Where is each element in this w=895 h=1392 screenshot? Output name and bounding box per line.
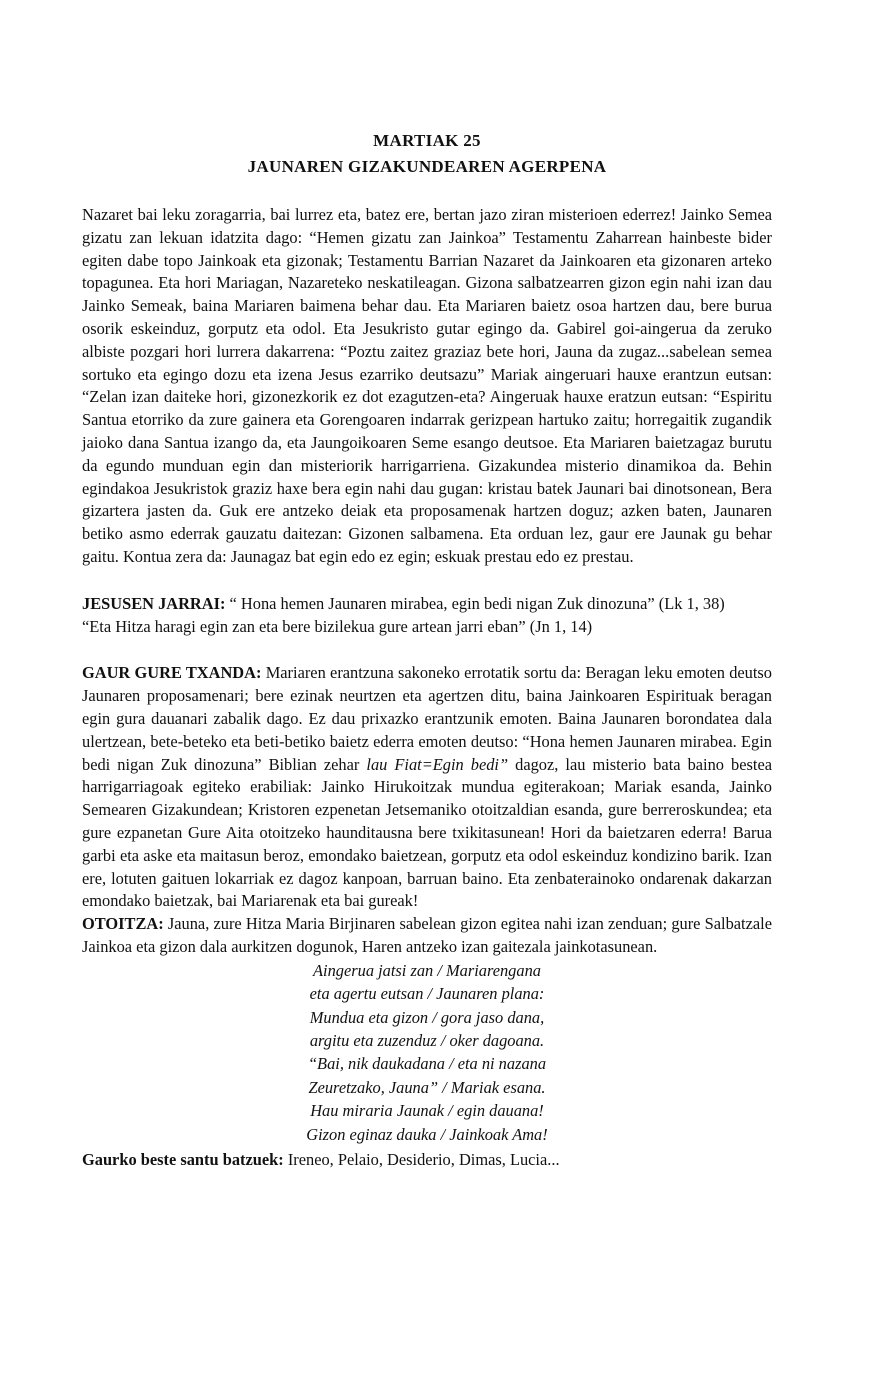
poem-line: argitu eta zuzenduz / oker dagoana. [309, 1030, 545, 1050]
otoitza-section [82, 913, 772, 959]
poem-line: “Bai, nik daukadana / eta ni nazana [307, 1054, 547, 1074]
poem-line: Mundua eta gizon / gora jaso dana, [309, 1007, 545, 1027]
document-page [82, 128, 772, 1187]
poem [287, 959, 567, 1146]
jesusen-label: JESUSEN JARRAI: [82, 593, 226, 613]
date-heading: MARTIAK 25 [373, 131, 481, 150]
gaur-italic-phrase: lau Fiat=Egin bedi” [366, 754, 509, 774]
saints-names: Ireneo, Pelaio, Desiderio, Dimas, Lucia... [283, 1149, 560, 1169]
saints-line [82, 1148, 772, 1171]
otoitza-label: OTOITZA: [82, 914, 164, 934]
poem-line: Hau miraria Jaunak / egin dauana! [310, 1101, 544, 1121]
poem-line: eta agertu eutsan / Jaunaren plana: [309, 984, 545, 1004]
jesusen-quote-1: “ Hona hemen Jaunaren mirabea, egin bedi nigan Zuk dinozuna” (Lk 1, 38) [225, 593, 725, 613]
poem-line: Zeuretzako, Jauna” / Mariak esana. [308, 1077, 546, 1097]
jesusen-jarrai-section [82, 593, 772, 639]
page-title: JAUNAREN GIZAKUNDEAREN AGERPENA [247, 157, 607, 176]
title-block [82, 128, 772, 180]
gaur-gure-txanda-section [82, 662, 772, 913]
gaur-text-b: dagoz, lau misterio bata baino bestea harrigarriagoak egiteko erabiliak: Jainko Hirukoitzak mundua egiterakoan; Mariak esanda, Jainko Semearen Gizakundean; Kristoren ezpenetan Jetsemaniko otoitzaldian esanda, gure berreroskundea; eta gure ezpanetan Gure Aita otoitzeko haunditausna bere txikitasunean! Hori da baietzaren ederra! Barua garbi eta aske eta maitasun beroz, emondako baietzean, gorputz eta odol eskeinduz kondizino barik. Izan ere, lotuten gaituen lokarriak ez dagoz kanpoan, barruan baino. Eta zenbaterainoko ondarenak dakarzan emondako baietzak, bai Mariarenak eta bai gureak! [82, 754, 772, 911]
otoitza-text: Jauna, zure Hitza Maria Birjinaren sabelean gizon egitea nahi izan zenduan; gure Salbatzale Jainkoa eta gizon dala aurkitzen dogunok, Haren antzeko izan gaitezala jainkotasunean. [82, 914, 772, 956]
poem-line: Gizon eginaz dauka / Jainkoak Ama! [306, 1124, 548, 1144]
intro-paragraph: Nazaret bai leku zoragarria, bai lurrez eta, batez ere, bertan jazo ziran misterioen ederrez! Jainko Semea gizatu zan lekuan idatzita dago: “Hemen gizatu zan Jainkoa” Testamentu Zaharrean hainbeste bider egiten dabe topo Jainkoak eta gizonak; Testamentu Barrian Nazaret da Jainkoaren eta gizonaren arteko topagunea. Eta hori Mariagan, Nazareteko neskatileagan. Gizona salbatzearren gizon egin nahi izan dau Jainko Semeak, baina Mariaren baimena behar dau. Eta Mariaren baietz osoa hartzen dau, bere burua osorik eskeinduz, gorputz eta odol. Eta Jesukristo gutar egingo da. Gabirel goi-aingerua da zeruko albiste pozgari hori lurrera dakarrena: “Poztu zaitez graziaz bete hori, Jauna da zugaz...sabelean semea sortuko eta egingo dozu eta izena Jesus ezarriko deutsazu” Mariak aingeruari hauxe erantzun eutsan: “Zelan izan daiteke hori, gizonezkorik ez dot ezagutzen-eta? Aingeruak hauxe eratzun eutsan: “Espiritu Santua etorriko da zure gainera eta Gorengoaren indarrak gerizpean hartuko zaitu; horregaitik zugandik jaioko dana Santua izango da, eta Jaungoikoaren Seme esango deutsoe. Eta Mariaren baietzagaz burutu da egundo munduan egin dan misteriorik harrigarriena. Gizakundea misterio dinamikoa da. Behin egindakoa Jesukristok graziz haxe bera egin nahi dau gugan: kristau batek Jaunari bai dinotsonean, Bera gizartera jasten da. Guk ere antzeko deiak eta proposamenak hartzen doguz; azken baten, Jaunaren betiko asmo ederrak gauzatu daitezan: Gizonen salbamena. Eta orduan lez, gaur ere Jaunak gu behar gaitu. Kontua zera da: Jaunagaz bat egin edo ez egin; eskuak prestau edo ez prestau. [82, 205, 772, 566]
gaur-text-a: Mariaren erantzuna sakoneko errotatik sortu da: Beragan leku emoten deutso Jaunaren proposamenari; bere ezinak neurtzen eta agertzen ditu, baina Jainkoaren Espirituak beragan egin gura dauanari zabalik dago. Ez dau prixazko erantzunik emoten. Baina Jaunaren borondatea dala ulertzean, bete-beteko eta beti-betiko baietz ederra emoten deutso: “Hona hemen Jaunaren mirabea. Egin bedi nigan Zuk dinozuna” Biblian zehar [82, 663, 772, 774]
gaur-label: GAUR GURE TXANDA: [82, 663, 262, 683]
saints-label: Gaurko beste santu batzuek: [82, 1149, 284, 1169]
poem-line: Aingerua jatsi zan / Mariarengana [313, 960, 541, 980]
jesusen-quote-2: “Eta Hitza haragi egin zan eta bere bizilekua gure artean jarri eban” (Jn 1, 14) [82, 616, 593, 636]
